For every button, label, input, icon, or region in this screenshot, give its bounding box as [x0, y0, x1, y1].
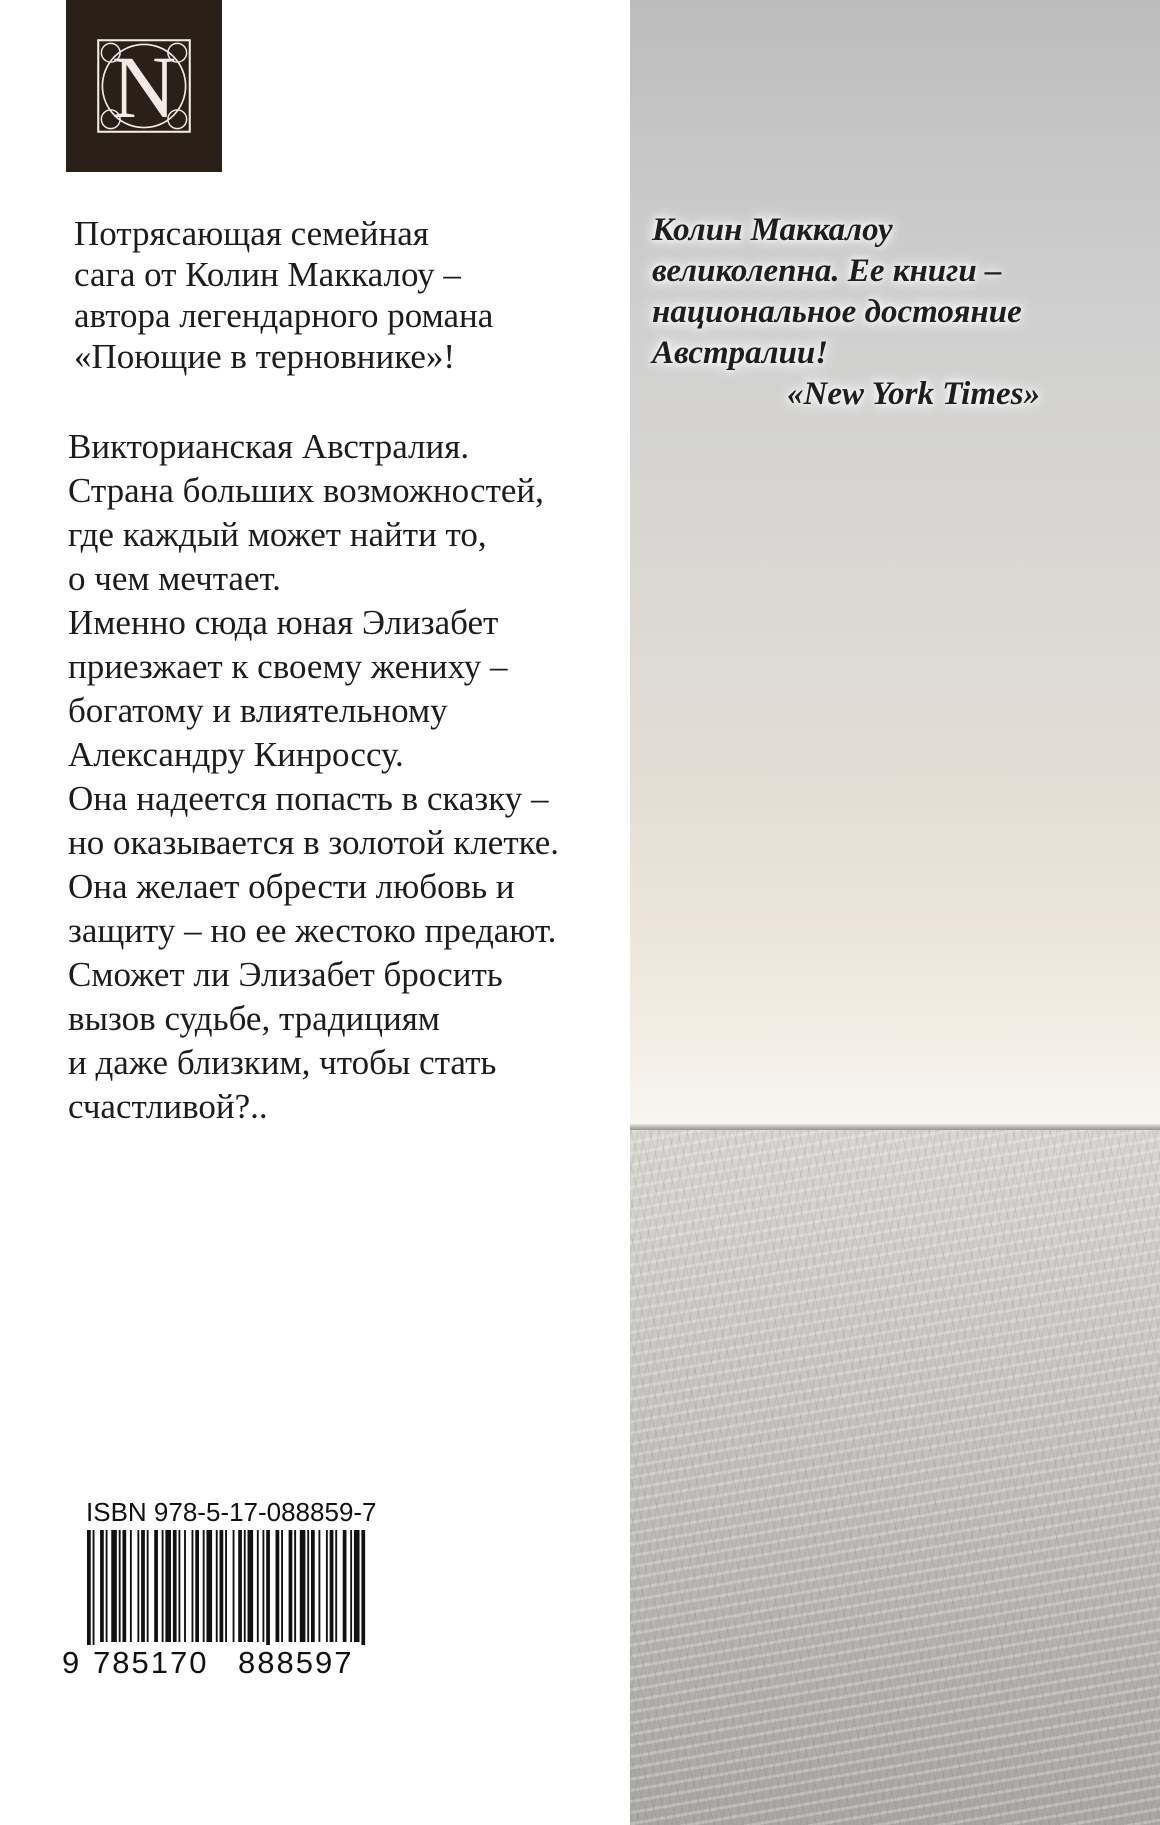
publisher-logo	[66, 0, 222, 172]
description-line: Сможет ли Элизабет бросить	[68, 955, 503, 994]
wheat-field	[630, 1130, 1160, 1825]
barcode-bar	[225, 1530, 227, 1642]
description-line: Страна больших возможностей,	[68, 471, 544, 510]
description-line: Александру Кинроссу.	[68, 735, 404, 774]
barcode-bar	[220, 1530, 224, 1642]
barcode-bar	[318, 1530, 320, 1642]
barcode-bar	[141, 1530, 145, 1642]
description-line: богатому и влиятельному	[68, 691, 448, 730]
barcode-bar	[361, 1530, 365, 1655]
barcode-bar	[184, 1530, 186, 1642]
description-line: и даже близким, чтобы стать	[68, 1043, 497, 1082]
barcode-bar	[178, 1530, 180, 1642]
barcode-bar	[165, 1530, 171, 1642]
isbn-barcode	[87, 1530, 367, 1655]
quote-line: Австралии!	[652, 335, 829, 371]
barcode-bar	[354, 1530, 360, 1642]
barcode-bar	[192, 1530, 194, 1642]
barcode-bar	[137, 1530, 139, 1642]
barcode-bar	[130, 1530, 132, 1642]
barcode-bar	[330, 1530, 334, 1642]
description-line: о чем мечтает.	[68, 559, 281, 598]
book-description	[68, 425, 628, 1129]
barcode-bar	[162, 1530, 164, 1642]
description-line: защиту – но ее жестоко предают.	[68, 911, 557, 950]
barcode-bar	[350, 1530, 352, 1642]
description-line: вызов судьбе, традициям	[68, 999, 440, 1038]
barcode-bar	[206, 1530, 212, 1642]
isbn-number: ISBN 978-5-17-088859-7	[86, 1497, 377, 1527]
barcode-bar	[276, 1530, 280, 1642]
svg-text:N: N	[111, 38, 177, 138]
quote-line: великолепна. Ее книги –	[652, 253, 1002, 289]
barcode-bar	[262, 1530, 264, 1642]
quote-line: национальное достояние	[652, 294, 1022, 330]
barcode-bar	[307, 1530, 309, 1642]
barcode-bar	[300, 1530, 306, 1642]
barcode-bar	[257, 1530, 259, 1642]
description-line: приезжает к своему жениху –	[68, 647, 508, 686]
barcode-bar	[87, 1530, 91, 1655]
publisher-monogram-icon	[92, 34, 196, 138]
description-line: Викторианская Австралия.	[68, 427, 470, 466]
barcode-bar	[248, 1530, 254, 1642]
description-line: счастливой?..	[68, 1087, 268, 1126]
intro-line: автора легендарного романа	[74, 296, 494, 335]
barcode-first-digit: 9	[62, 1645, 80, 1680]
description-line: где каждый может найти то,	[68, 515, 487, 554]
barcode-bar	[289, 1530, 293, 1642]
barcode-bar	[111, 1530, 117, 1642]
barcode-bar	[326, 1530, 328, 1642]
barcode-bar	[335, 1530, 337, 1642]
description-line: Именно сюда юная Элизабет	[68, 603, 499, 642]
barcode-bar	[238, 1530, 242, 1642]
barcode-bar	[233, 1530, 235, 1642]
barcode-bar	[106, 1530, 108, 1642]
intro-tagline	[74, 213, 614, 377]
barcode-right-digits: 888597	[238, 1645, 354, 1680]
description-line: но оказывается в золотой клетке.	[68, 823, 560, 862]
quote-source: «New York Times»	[787, 376, 1040, 412]
barcode-bar	[266, 1530, 270, 1655]
description-line: Она надеется попасть в сказку –	[68, 779, 549, 818]
barcode-bar	[195, 1530, 199, 1642]
description-line: Она желает обрести любовь и	[68, 867, 515, 906]
barcode-bar	[119, 1530, 121, 1642]
barcode-bar	[122, 1530, 126, 1642]
intro-line: сага от Колин Маккалоу –	[74, 255, 461, 294]
press-quote	[652, 210, 1152, 415]
barcode-bar	[147, 1530, 149, 1642]
barcode-bar	[244, 1530, 246, 1642]
barcode-bar	[100, 1530, 104, 1642]
barcode-bar	[154, 1530, 158, 1642]
barcode-bar	[173, 1530, 177, 1642]
quote-line: Колин Маккалоу	[652, 212, 893, 248]
barcode-bar	[93, 1530, 95, 1655]
intro-line: Потрясающая семейная	[74, 214, 429, 253]
barcode-bar	[311, 1530, 315, 1642]
intro-line: «Поющие в терновнике»!	[74, 337, 456, 376]
barcode-bar	[343, 1530, 347, 1642]
barcode-bar	[203, 1530, 205, 1642]
barcode-bar	[281, 1530, 283, 1642]
barcode-digits	[62, 1645, 372, 1681]
barcode-bar	[216, 1530, 218, 1642]
barcode-left-digits: 785170	[93, 1645, 209, 1680]
barcode-bar	[294, 1530, 296, 1642]
